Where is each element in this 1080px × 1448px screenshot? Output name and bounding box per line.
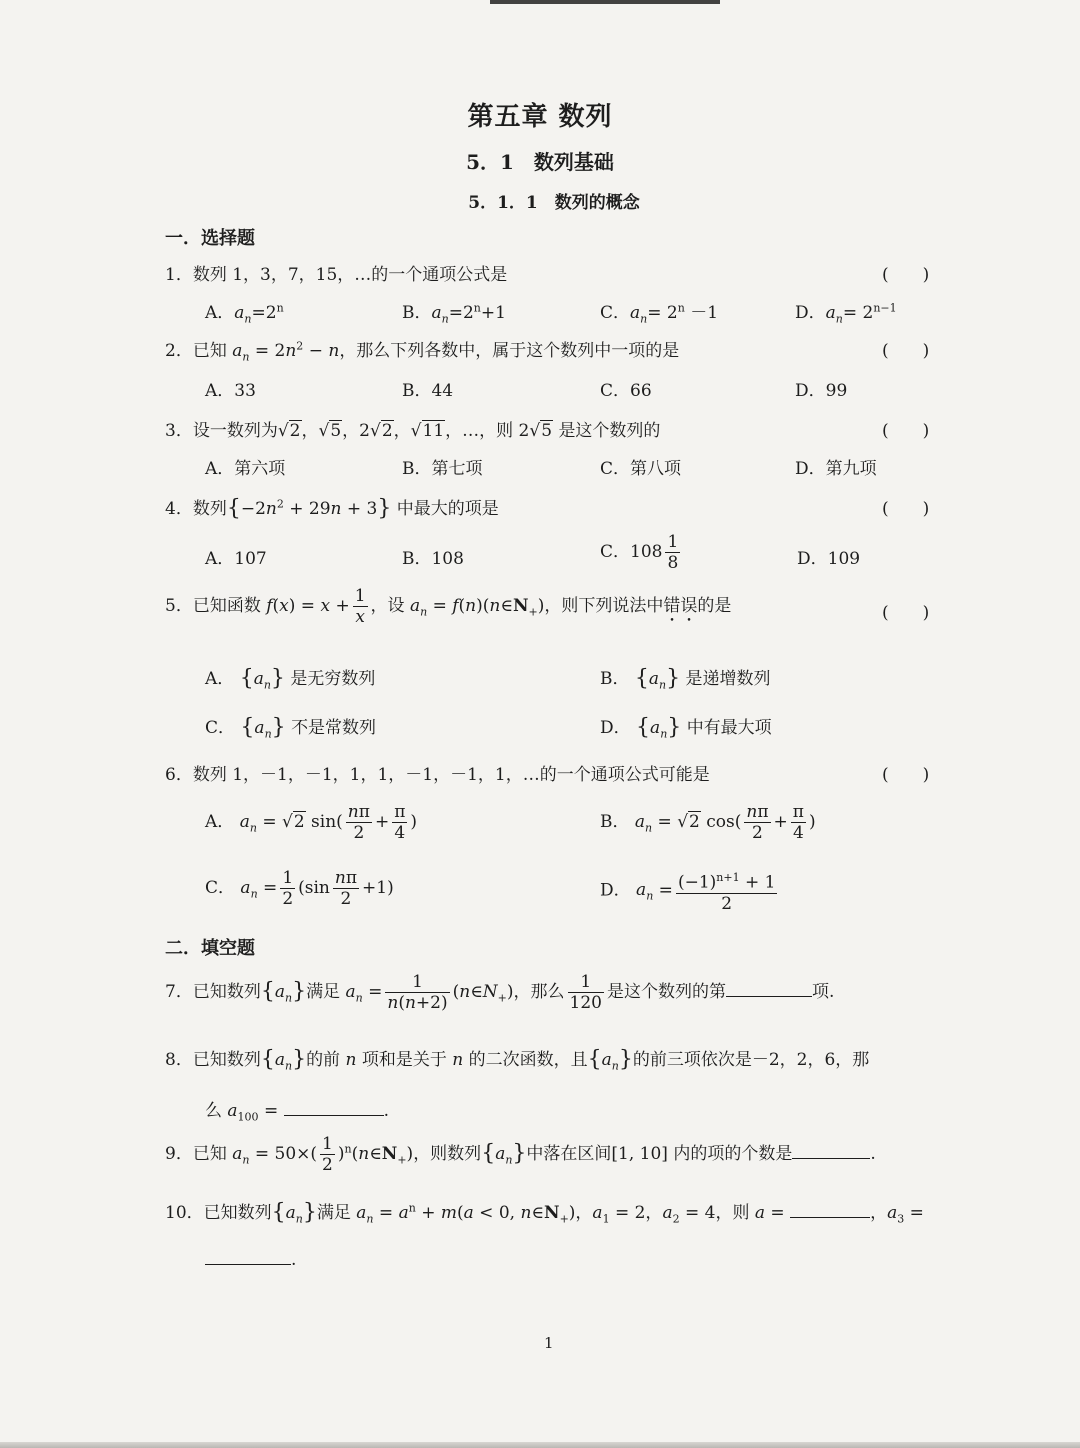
- page-number: 1: [544, 1334, 554, 1352]
- question-3-stem: 3．设一数列为√2，√5，2√2，√11，…，则 2√5 是这个数列的: [165, 421, 661, 441]
- fill-in-heading: 二．填空题: [165, 938, 255, 959]
- question-8-continuation: 么 $a_{100}$ = .: [205, 1101, 390, 1124]
- question-10-answer-blank-a[interactable]: [790, 1217, 870, 1218]
- question-4-option-c: C．108 $\frac{1}{8}$: [600, 532, 679, 573]
- question-6-option-b: B． $a_n = √2$ cos( $\frac{n\pi}{2}$ + $\frac{\pi}{4}$ ): [600, 802, 816, 843]
- question-2-option-d: D．99: [795, 381, 848, 401]
- question-7-answer-blank[interactable]: [726, 996, 812, 997]
- question-5-answer-paren: ( ): [882, 603, 930, 623]
- chapter-title: 第五章 数列: [467, 102, 613, 132]
- question-3-option-d: D．第九项: [795, 459, 877, 479]
- question-5-option-c: C． $\{a_n\}$ 不是常数列: [205, 715, 377, 741]
- question-9-stem: 9．已知 $a_n = 50\times$( $\frac{1}{2}$ )$^n(n\in N_+)$，则数列$\{a_n\}$中落在区间[1, 10] 内的项的个数是 .: [165, 1134, 876, 1175]
- question-6-option-d: D． $a_n$ = $\frac{(-1)^{n+1} + 1}{2}$: [600, 868, 780, 914]
- question-5-option-a: A． $\{a_n\}$ 是无穷数列: [205, 666, 376, 692]
- question-1-option-c: C．$a_n= 2^n -1$: [600, 301, 719, 326]
- question-4-option-d: D．109: [797, 549, 861, 569]
- question-10-stem: 10．已知数列$\{a_n\}$满足 $a_n = a^n + m(a < 0$, $n\in N_+$)，$a_1 = 2$，$a_2 = 4$，则 a = ，$a_3$ =: [165, 1200, 924, 1226]
- question-7-stem: 7．已知数列$\{a_n\}$满足 $a_n$ = $\frac{1}{n(n+2)}$ $(n\in N_+)$，那么 $\frac{1}{120}$ 是这个数列的第 项.: [165, 972, 835, 1013]
- question-5-stem: 5．已知函数 f(x) = x + $\frac{1}{x}$ ，设 $a_n$ = $f(n)(n\in N_+)$，则下列说法中错误的是: [165, 586, 732, 627]
- question-4-answer-paren: ( ): [882, 499, 930, 519]
- question-4-option-a: A．107: [205, 549, 267, 569]
- question-1-option-a: A．$a_n=2^n$: [205, 301, 284, 326]
- question-9-answer-blank[interactable]: [792, 1158, 870, 1159]
- question-10-answer-blank-a3[interactable]: [205, 1264, 291, 1265]
- question-3-option-b: B．第七项: [402, 459, 483, 479]
- question-1-option-b: B．$a_n=2^n+1$: [402, 301, 506, 326]
- subsection-title: 5．1．1 数列的概念: [468, 193, 640, 213]
- question-1-stem: 1．数列 1，3，7，15，…的一个通项公式是: [165, 265, 508, 285]
- question-6-answer-paren: ( ): [882, 765, 930, 785]
- question-3-option-a: A．第六项: [205, 459, 286, 479]
- question-2-answer-paren: ( ): [882, 341, 930, 361]
- question-1-answer-paren: ( ): [882, 265, 930, 285]
- question-4-stem: 4．数列$\{-2n^2 + 29n + 3\}$ 中最大的项是: [165, 496, 499, 521]
- question-3-answer-paren: ( ): [882, 421, 930, 441]
- question-8-stem: 8．已知数列$\{a_n\}$的前 n 项和是关于 n 的二次函数，且$\{a_n\}$的前三项依次是－2，2，6，那: [165, 1047, 870, 1073]
- question-1-option-d: D．$a_n= 2^{n-1}$: [795, 301, 897, 326]
- scan-bottom-edge: [0, 1442, 1080, 1448]
- question-2-option-b: B．44: [402, 381, 454, 401]
- section-title: 5．1 数列基础: [466, 150, 614, 174]
- question-8-answer-blank[interactable]: [284, 1115, 384, 1116]
- question-10-continuation: .: [205, 1250, 296, 1270]
- multiple-choice-heading: 一．选择题: [165, 228, 255, 249]
- question-6-option-a: A． $a_n = √2$ sin( $\frac{n\pi}{2}$ + $\frac{\pi}{4}$ ): [205, 802, 418, 843]
- question-2-option-c: C．66: [600, 381, 652, 401]
- question-3-option-c: C．第八项: [600, 459, 682, 479]
- question-2-option-a: A．33: [205, 381, 256, 401]
- question-6-option-c: C． $a_n$ = $\frac{1}{2}$ (sin $\frac{n\pi}{2}$ +1): [205, 868, 394, 909]
- question-5-option-d: D． $\{a_n\}$ 中有最大项: [600, 715, 772, 741]
- question-5-option-b: B． $\{a_n\}$ 是递增数列: [600, 666, 771, 692]
- question-2-stem: 2．已知 $a_n = 2n^2 - n$，那么下列各数中，属于这个数列中一项的是: [165, 339, 680, 364]
- question-6-stem: 6．数列 1，－1，－1，1，1，－1，－1，1，…的一个通项公式可能是: [165, 765, 710, 785]
- question-4-option-b: B．108: [402, 549, 464, 569]
